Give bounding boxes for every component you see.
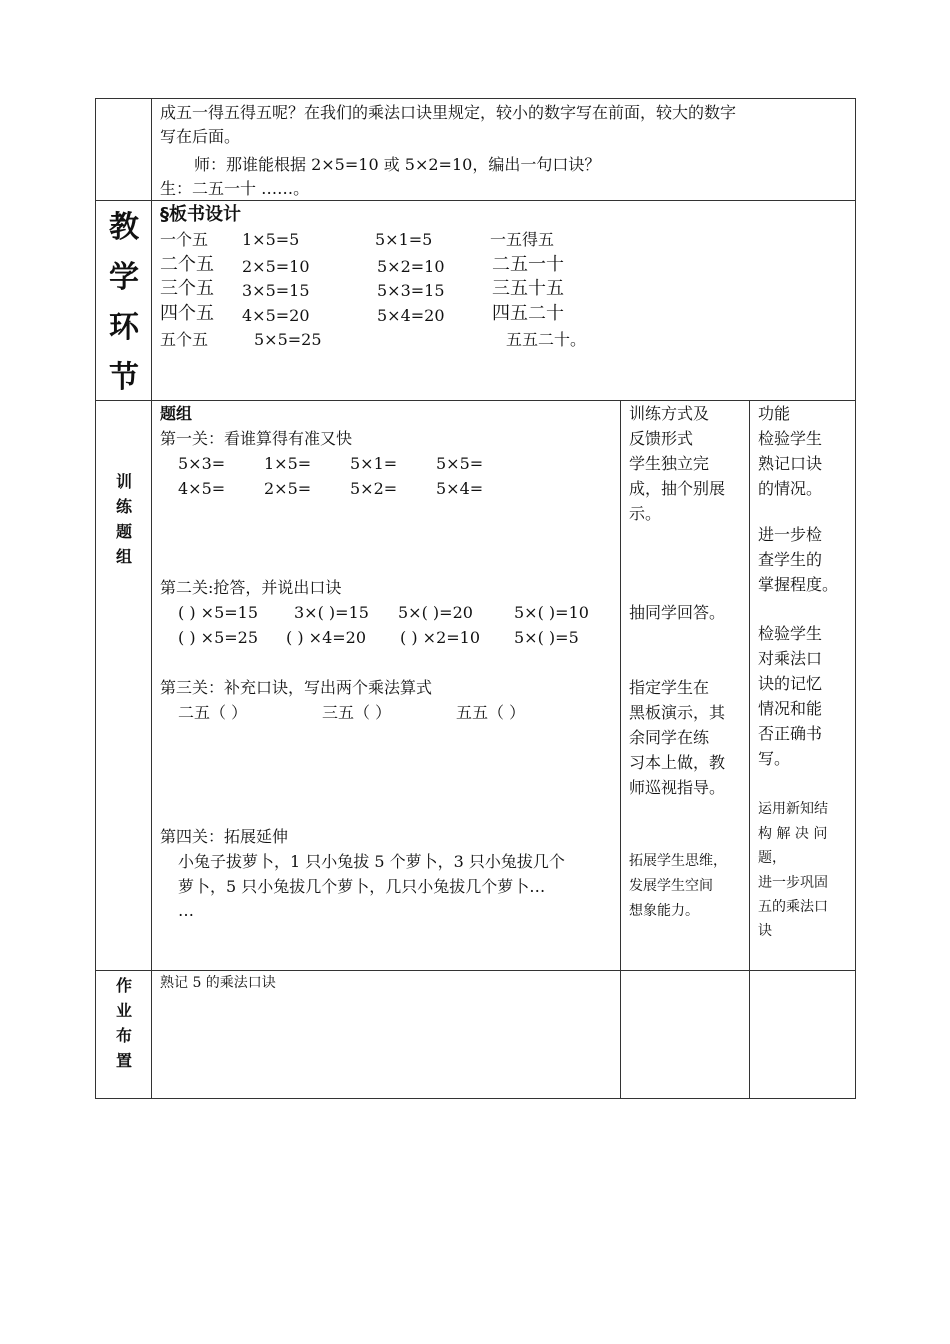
- lesson-table: [95, 98, 856, 1099]
- level-1-r1-c3: 5×1=: [350, 454, 398, 473]
- function-line-7: 掌握程度。: [758, 575, 839, 594]
- level-2-r2-c2: ( ) ×4=20: [286, 628, 367, 647]
- level-2-r2-c3: ( ) ×2=10: [400, 628, 481, 647]
- problem-set-heading: 题组: [160, 404, 193, 423]
- level-2-r1-c2: 3×( )=15: [294, 603, 369, 622]
- level-1-r2-c2: 2×5=: [264, 479, 312, 498]
- label-char-jiao: 教: [109, 210, 139, 245]
- level-1-r1-c2: 1×5=: [264, 454, 312, 473]
- method-line-9: 余同学在练: [629, 728, 710, 747]
- method-line-1: 训练方式及: [629, 404, 710, 423]
- function-line-5: 进一步检: [758, 525, 823, 544]
- method-line-8: 黑板演示，其: [629, 703, 726, 722]
- level-3-c3: 五五（ ）: [456, 703, 526, 722]
- board-row-2-rhyme: 二五一十: [492, 254, 564, 275]
- intro-line-3: 师：那谁能根据 2×5=10 或 5×2=10，编出一句口诀？: [194, 155, 601, 174]
- board-row-4-eq1: 4×5=20: [242, 306, 310, 325]
- function-line-15: 构 解 决 问: [758, 826, 828, 842]
- method-line-11: 师巡视指导。: [629, 778, 726, 797]
- homework-text: 熟记 5 的乘法口诀: [160, 975, 276, 991]
- function-line-12: 否正确书: [758, 724, 823, 743]
- level-4-line-3: …: [178, 901, 194, 920]
- level-1-title: 第一关：看谁算得有准又快: [160, 429, 353, 448]
- level-3-title: 第三关：补充口诀，写出两个乘法算式: [160, 678, 433, 697]
- label-char-bu: 布: [115, 1026, 132, 1045]
- board-row-5-label: 五个五: [160, 330, 209, 349]
- board-row-3-eq1: 3×5=15: [242, 281, 310, 300]
- board-row-5-eq1: 5×5=25: [254, 330, 322, 349]
- label-char-lian: 练: [115, 497, 132, 516]
- function-line-13: 写。: [758, 749, 791, 768]
- board-row-3-label: 三个五: [160, 278, 214, 299]
- board-row-3-eq2: 5×3=15: [377, 281, 445, 300]
- intro-line-4: 生：二五一十 ……。: [160, 179, 310, 198]
- method-line-2: 反馈形式: [629, 429, 694, 448]
- level-1-r2-c4: 5×4=: [436, 479, 484, 498]
- col-divider-function: [749, 400, 750, 1098]
- level-1-r2-c1: 4×5=: [178, 479, 226, 498]
- level-2-r2-c4: 5×( )=5: [514, 628, 579, 647]
- function-line-2: 检验学生: [758, 429, 823, 448]
- label-char-zuo: 作: [115, 976, 132, 995]
- label-char-ye: 业: [115, 1001, 132, 1020]
- level-1-r1-c1: 5×3=: [178, 454, 226, 473]
- function-line-16: 题，: [758, 850, 786, 866]
- board-row-4-rhyme: 四五二十: [492, 303, 564, 324]
- level-3-c2: 三五（ ）: [322, 703, 392, 722]
- function-line-4: 的情况。: [758, 479, 823, 498]
- board-row-1-label: 一个五: [160, 230, 209, 249]
- method-line-13: 发展学生空间: [629, 878, 713, 894]
- intro-line-1: 成五一得五得五呢？在我们的乘法口诀里规定，较小的数字写在前面，较大的数字: [160, 103, 737, 122]
- method-line-14: 想象能力。: [629, 903, 699, 919]
- label-char-zhi: 置: [115, 1051, 132, 1070]
- method-line-6: 抽同学回答。: [629, 603, 726, 622]
- board-row-2-eq1: 2×5=10: [242, 257, 310, 276]
- label-char-xue: 学: [109, 260, 139, 295]
- function-line-3: 熟记口诀: [758, 454, 823, 473]
- function-line-11: 情况和能: [758, 699, 823, 718]
- function-line-1: 功能: [758, 404, 791, 423]
- function-line-18: 五的乘法口: [758, 899, 828, 915]
- board-row-2-eq2: 5×2=10: [377, 257, 445, 276]
- row-divider-3: [96, 970, 855, 971]
- function-line-6: 查学生的: [758, 550, 823, 569]
- intro-line-2: 写在后面。: [160, 127, 241, 146]
- method-line-10: 习本上做，教: [629, 753, 726, 772]
- level-3-c1: 二五（ ）: [178, 703, 248, 722]
- board-row-3-rhyme: 三五十五: [492, 278, 564, 299]
- level-1-r2-c3: 5×2=: [350, 479, 398, 498]
- level-2-r1-c4: 5×( )=10: [514, 603, 589, 622]
- level-4-line-1: 小兔子拔萝卜，1 只小兔拔 5 个萝卜，3 只小兔拔几个: [178, 852, 565, 871]
- board-design-heading: §板书设计: [160, 204, 241, 225]
- level-4-title: 第四关：拓展延伸: [160, 827, 289, 846]
- function-line-9: 对乘法口: [758, 649, 823, 668]
- function-line-17: 进一步巩固: [758, 875, 828, 891]
- board-row-2-label: 二个五: [160, 254, 214, 275]
- row-divider-2: [96, 400, 855, 401]
- label-char-jie: 节: [109, 360, 139, 395]
- method-line-5: 示。: [629, 504, 662, 523]
- label-char-zu: 组: [115, 547, 132, 566]
- method-line-3: 学生独立完: [629, 454, 710, 473]
- board-row-5-rhyme: 五五二十。: [506, 330, 587, 349]
- method-line-12: 拓展学生思维，: [629, 853, 727, 869]
- level-2-title: 第二关:抢答，并说出口诀: [160, 578, 342, 597]
- board-row-4-label: 四个五: [160, 303, 214, 324]
- function-line-14: 运用新知结: [758, 801, 828, 817]
- level-4-line-2: 萝卜，5 只小兔拔几个萝卜，几只小兔拔几个萝卜…: [178, 877, 546, 896]
- level-2-r1-c1: ( ) ×5=15: [178, 603, 259, 622]
- board-row-1-eq1: 1×5=5: [242, 230, 300, 249]
- method-line-7: 指定学生在: [629, 678, 710, 697]
- board-row-4-eq2: 5×4=20: [377, 306, 445, 325]
- board-row-1-rhyme: 一五得五: [490, 230, 555, 249]
- col-divider-method: [620, 400, 621, 1098]
- label-char-xun: 训: [115, 472, 132, 491]
- board-row-1-eq2: 5×1=5: [375, 230, 433, 249]
- function-line-8: 检验学生: [758, 624, 823, 643]
- level-2-r2-c1: ( ) ×5=25: [178, 628, 259, 647]
- function-line-10: 诀的记忆: [758, 674, 823, 693]
- level-1-r1-c4: 5×5=: [436, 454, 484, 473]
- label-char-ti: 题: [115, 522, 132, 541]
- function-line-19: 诀: [758, 923, 772, 939]
- label-char-huan: 环: [109, 310, 139, 345]
- level-2-r1-c3: 5×( )=20: [398, 603, 473, 622]
- method-line-4: 成，抽个别展: [629, 479, 726, 498]
